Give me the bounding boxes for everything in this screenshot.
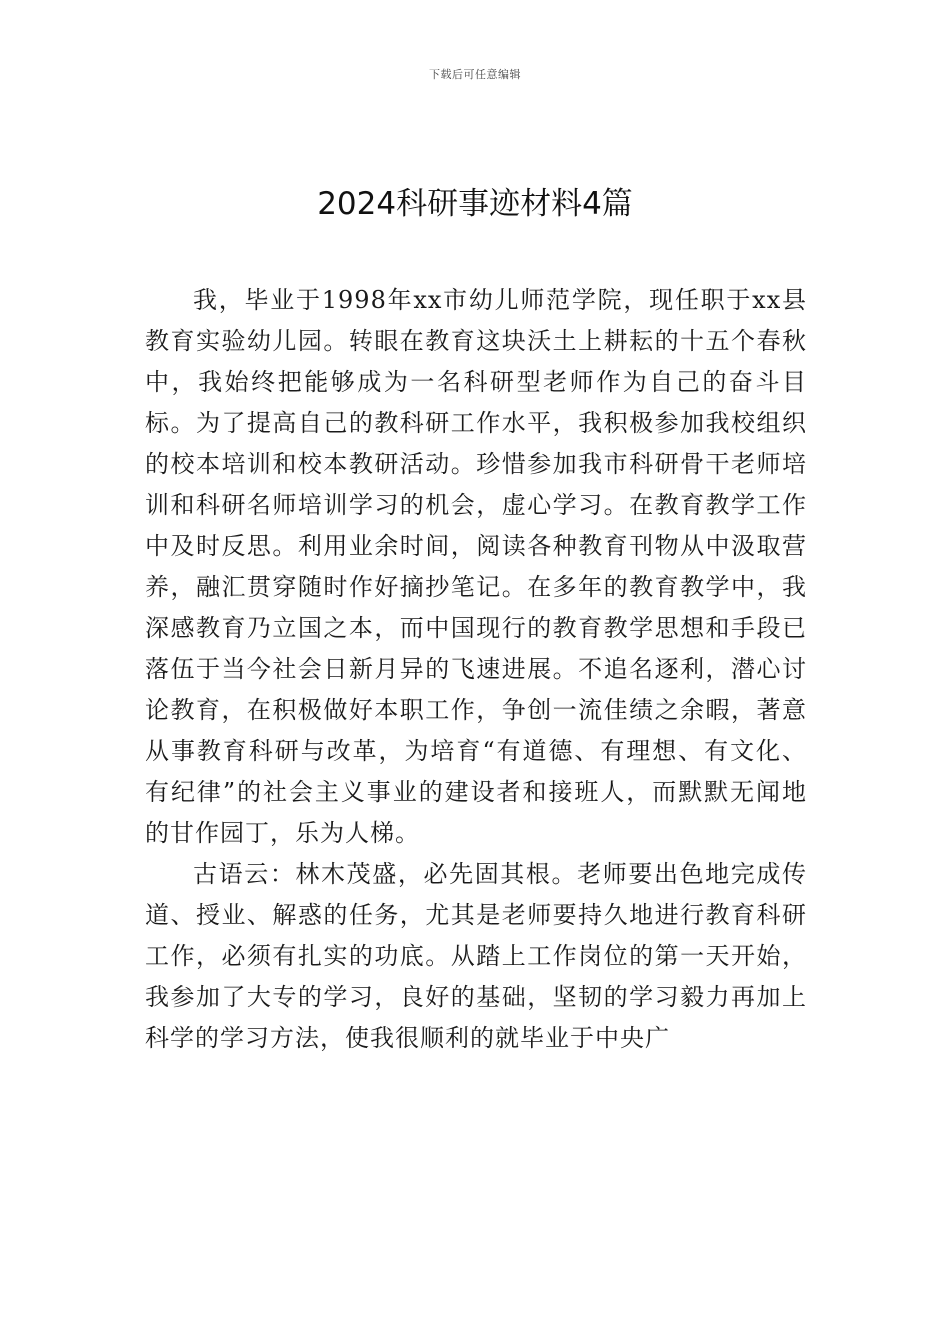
document-body <box>145 280 807 1059</box>
paragraph-1: 我，毕业于1998年xx市幼儿师范学院，现任职于xx县教育实验幼儿园。转眼在教育这块沃土上耕耘的十五个春秋中，我始终把能够成为一名科研型老师作为自己的奋斗目标。为了提高自己的教科研工作水平，我积极参加我校组织的校本培训和校本教研活动。珍惜参加我市科研骨干老师培训和科研名师培训学习的机会，虚心学习。在教育教学工作中及时反思。利用业余时间，阅读各种教育刊物从中汲取营养，融汇贯穿随时作好摘抄笔记。在多年的教育教学中，我深感教育乃立国之本，而中国现行的教育教学思想和手段已落伍于当今社会日新月异的飞速进展。不追名逐利，潜心讨论教育，在积极做好本职工作，争创一流佳绩之余暇，著意从事教育科研与改革，为培育“有道德、有理想、有文化、有纪律”的社会主义事业的建设者和接班人，而默默无闻地的甘作园丁，乐为人梯。 <box>145 286 807 847</box>
document-title: 2024科研事迹材料4篇 <box>317 186 633 222</box>
paragraph-2: 古语云：林木茂盛，必先固其根。老师要出色地完成传道、授业、解惑的任务，尤其是老师要持久地进行教育科研工作，必须有扎实的功底。从踏上工作岗位的第一天开始，我参加了大专的学习，良好的基础，坚韧的学习毅力再加上科学的学习方法，使我很顺利的就毕业于中央广 <box>145 860 807 1052</box>
header-note: 下载后可任意编辑 <box>429 68 521 81</box>
